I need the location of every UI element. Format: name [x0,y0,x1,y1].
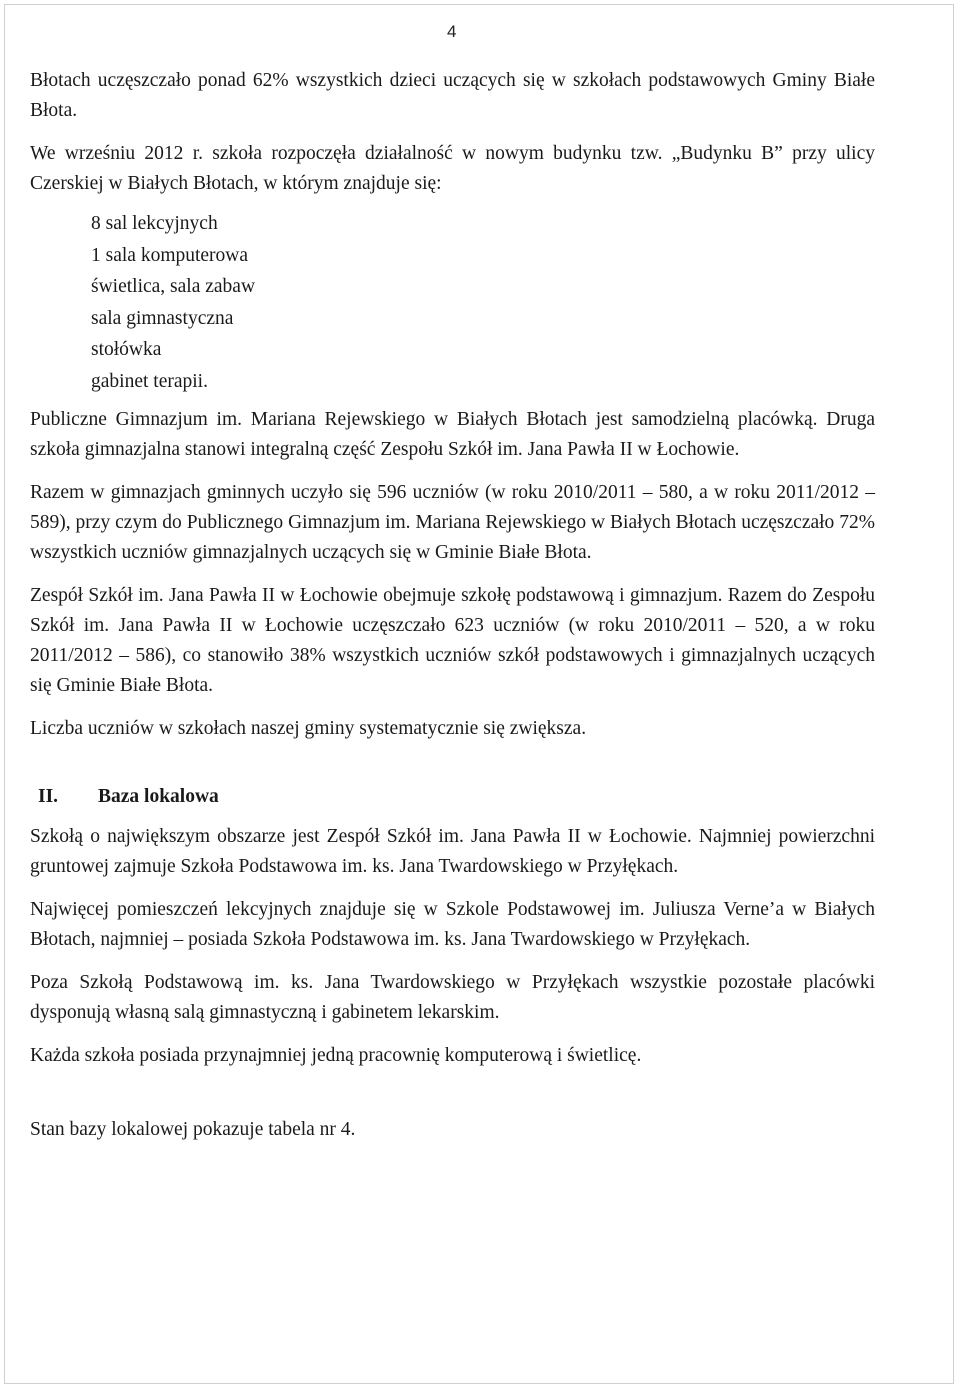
list-item: stołówka [91,339,162,360]
section-number: II. [38,786,59,807]
list-item: świetlica, sala zabaw [91,276,256,297]
paragraph: Szkołą o największym obszarze jest Zespół Szkół im. Jana Pawła II w Łochowie. Najmniej powierzchni gruntowej zajmuje Szkoła Podstawowa im. ks. Jana Twardowskiego w Przyłękach. [30,826,875,877]
section-heading [30,782,875,812]
document-body [30,66,875,1145]
list-item: 8 sal lekcyjnych [91,213,218,234]
room-list [91,208,875,397]
list-item: sala gimnastyczna [91,307,234,329]
paragraph: Poza Szkołą Podstawową im. ks. Jana Twardowskiego w Przyłękach wszystkie pozostałe placówki dysponują własną salą gimnastyczną i gabinetem lekarskim. [30,972,875,1023]
section-title: Baza lokalowa [98,786,219,807]
paragraph: Razem w gimnazjach gminnych uczyło się 596 uczniów (w roku 2010/2011 – 580, a w roku 2011/2012 – 589), przy czym do Publicznego Gimnazjum im. Mariana Rejewskiego w Białych Błotach uczęszczało 72% wszystkich uczniów gimnazjalnych uczących się w Gminie Białe Błota. [30,482,875,563]
paragraph: Błotach uczęszczało ponad 62% wszystkich dzieci uczących się w szkołach podstawowych Gminy Białe Błota. [30,70,875,121]
list-item: 1 sala komputerowa [91,244,249,266]
paragraph: Najwięcej pomieszczeń lekcyjnych znajduje się w Szkole Podstawowej im. Juliusza Verne’a w Białych Błotach, najmniej – posiada Szkoła Podstawowa im. ks. Jana Twardowskiego w Przyłękach. [30,899,875,950]
paragraph: We wrześniu 2012 r. szkoła rozpoczęła działalność w nowym budynku tzw. „Budynku B” przy ulicy Czerskiej w Białych Błotach, w którym znajduje się: [30,143,875,194]
paragraph: Stan bazy lokalowej pokazuje tabela nr 4. [30,1119,356,1140]
paragraph: Każda szkoła posiada przynajmniej jedną pracownię komputerową i świetlicę. [30,1045,642,1066]
list-item: gabinet terapii. [91,370,208,392]
paragraph: Liczba uczniów w szkołach naszej gminy systematycznie się zwiększa. [30,718,587,739]
page-number: 4 [447,22,457,41]
paragraph: Zespół Szkół im. Jana Pawła II w Łochowie obejmuje szkołę podstawową i gimnazjum. Razem do Zespołu Szkół im. Jana Pawła II w Łochowie uczęszczało 623 uczniów (w roku 2010/2011 – 520, a w roku 2011/2012 – 586), co stanowiło 38% wszystkich uczniów szkół podstawowych i gimnazjalnych uczących się Gminie Białe Błota. [30,585,875,696]
paragraph: Publiczne Gimnazjum im. Mariana Rejewskiego w Białych Błotach jest samodzielną placówką. Druga szkoła gimnazjalna stanowi integralną część Zespołu Szkół im. Jana Pawła II w Łochowie. [30,409,875,460]
